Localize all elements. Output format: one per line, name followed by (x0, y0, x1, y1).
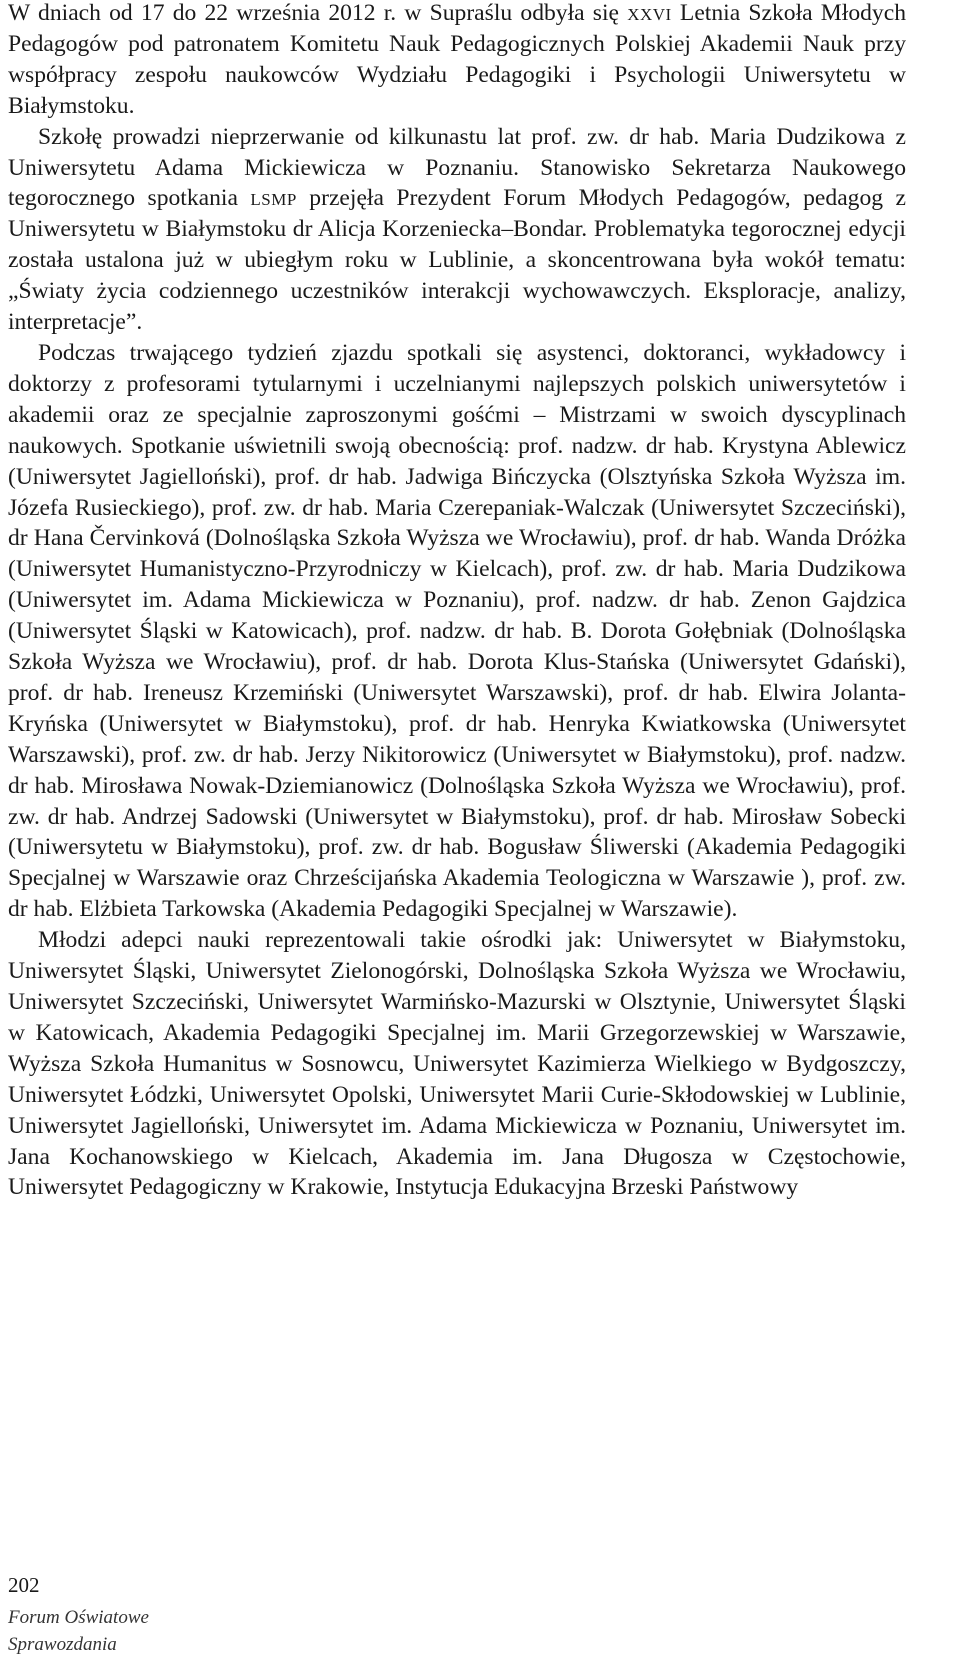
section-name: Sprawozdania (8, 1634, 117, 1655)
paragraph-intro: W dniach od 17 do 22 września 2012 r. w Supraślu odbyła się xxvi Letnia Szkoła Młodych Pedagogów pod patronatem Komitetu Nauk Pedagogicznych Polskiej Akademii Nauk przy współpracy zespołu naukowców Wydziału Pedagogiki i Psychologii Uniwersytetu w Białymstoku. (8, 0, 906, 119)
journal-name: Forum Oświatowe (8, 1607, 149, 1628)
roman-numeral-edition: xxvi (627, 0, 672, 26)
page-footer (8, 1572, 149, 1658)
paragraph-school-leadership: Szkołę prowadzi nieprzerwanie od kilkunastu lat prof. zw. dr hab. Maria Dudzikowa z Uniwersytetu Adama Mickiewicza w Poznaniu. Stanowisko Sekretarza Naukowego tegorocznego spotkania lsmp przejęła Prezydent Forum Młodych Pedagogów, pedagog z Uniwersytetu w Białymstoku dr Alicja Korzeniecka–Bondar. Problematyka tegorocznej edycji została ustalona już w ubiegłym roku w Lublinie, a skoncentrowana była wokół tematu: „Światy życia codziennego uczestników interakcji wychowawczych. Eksploracje, analizy, interpretacje”. (8, 123, 906, 336)
page-number: 202 (8, 1573, 40, 1597)
paragraph-institutions: Młodzi adepci nauki reprezentowali takie ośrodki jak: Uniwersytet w Białymstoku, Uniwersytet Śląski, Uniwersytet Zielonogórski, Dolnośląska Szkoła Wyższa we Wrocławiu, Uniwersytet Szczeciński, Uniwersytet Warmińsko-Mazurski w Olsztynie, Uniwersytet Śląski w Katowicach, Akademia Pedagogiki Specjalnej im. Marii Grzegorzewskiej w Warszawie, Wyższa Szkoła Humanitus w Sosnowcu, Uniwersytet Kazimierza Wielkiego w Bydgoszczy, Uniwersytet Łódzki, Uniwersytet Opolski, Uniwersytet Marii Curie-Skłodowskiej w Lublinie, Uniwersytet Jagielloński, Uniwersytet im. Adama Mickiewicza w Poznaniu, Uniwersytet im. Jana Kochanowskiego w Kielcach, Akademia im. Jana Długosza w Częstochowie, Uniwersytet Pedagogiczny w Krakowie, Instytucja Edukacyjna Brzeski Państwowy (8, 927, 906, 1201)
acronym-lsmp: lsmp (250, 185, 297, 212)
paragraph-participants: Podczas trwającego tydzień zjazdu spotkali się asystenci, doktoranci, wykładowcy i doktorzy z profesorami tytularnymi i uczelnianymi najlepszych polskich uniwersytetów i akademii oraz ze specjalnie zaproszonymi gośćmi – Mistrzami w swoich dyscyplinach naukowych. Spotkanie uświetnili swoją obecnością: prof. nadzw. dr hab. Krystyna Ablewicz (Uniwersytet Jagielloński), prof. dr hab. Jadwiga Bińczycka (Olsztyńska Szkoła Wyższa im. Józefa Rusieckiego), prof. zw. dr hab. Maria Czerepaniak-Walczak (Uniwersytet Szczeciński), dr Hana Červinková (Dolnośląska Szkoła Wyższa we Wrocławiu), prof. dr hab. Wanda Dróżka (Uniwersytet Humanistyczno-Przyrodniczy w Kielcach), prof. zw. dr hab. Maria Dudzikowa (Uniwersytet im. Adama Mickiewicza w Poznaniu), prof. nadzw. dr hab. Zenon Gajdzica (Uniwersytet Śląski w Katowicach), prof. nadzw. dr hab. B. Dorota Gołębniak (Dolnośląska Szkoła Wyższa we Wrocławiu), prof. dr hab. Dorota Klus-Stańska (Uniwersytet Gdański), prof. dr hab. Ireneusz Krzemiński (Uniwersytet Warszawski), prof. dr hab. Elwira Jolanta-Kryńska (Uniwersytet w Białymstoku), prof. dr hab. Henryka Kwiatkowska (Uniwersytet Warszawski), prof. zw. dr hab. Jerzy Nikitorowicz (Uniwersytet w Białymstoku), prof. nadzw. dr hab. Mirosława Nowak-Dziemianowicz (Dolnośląska Szkoła Wyższa we Wrocławiu), prof. zw. dr hab. Andrzej Sadowski (Uniwersytet w Białymstoku), prof. dr hab. Mirosław Sobecki (Uniwersytetu w Białymstoku), prof. zw. dr hab. Bogusław Śliwerski (Akademia Pedagogiki Specjalnej w Warszawie oraz Chrześcijańska Akademia Teologiczna w Warszawie ), prof. zw. dr hab. Elżbieta Tarkowska (Akademia Pedagogiki Specjalnej w Warszawie). (8, 339, 906, 923)
article-body (8, 0, 906, 1203)
